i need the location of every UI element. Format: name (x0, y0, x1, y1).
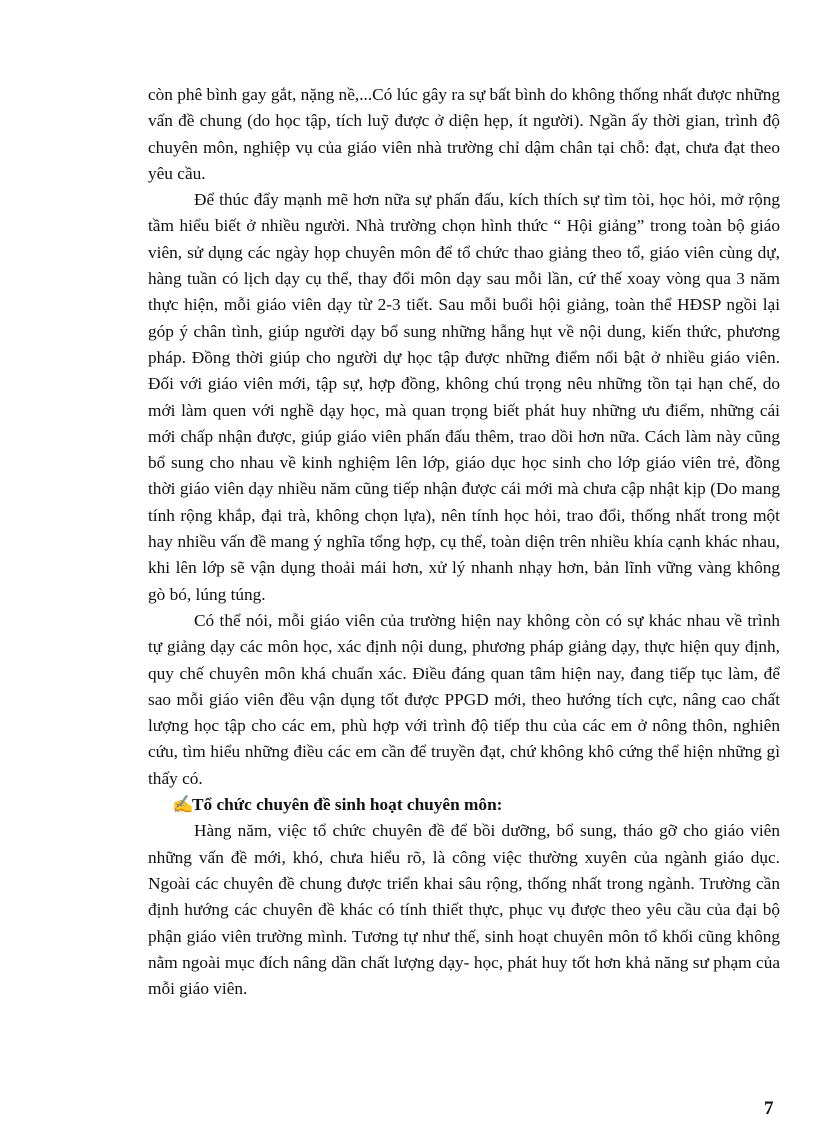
paragraph-continuation: còn phê bình gay gắt, nặng nề,...Có lúc gây ra sự bất bình do không thống nhất được những vấn đề chung (do học tập, tích luỹ được ở diện hẹp, ít người). Ngần ấy thời gian, trình độ chuyên môn, nghiệp vụ của giáo viên nhà trường chỉ dậm chân tại chỗ: đạt, chưa đạt theo yêu cầu. (148, 85, 780, 183)
section-heading (148, 792, 780, 818)
paragraph-teaching-methods: Có thể nói, mỗi giáo viên của trường hiện nay không còn có sự khác nhau về trình tự giảng dạy các môn học, xác định nội dung, phương pháp giảng dạy, thực hiện quy định, quy chế chuyên môn khá chuẩn xác. Điều đáng quan tâm hiện nay, đang tiếp tục làm, để sao mỗi giáo viên đều vận dụng tốt được PPGD mới, theo hướng tích cực, nâng cao chất lượng học tập cho các em, phù hợp với trình độ tiếp thu của các em ở nông thôn, nghiên cứu, tìm hiểu những điều các em cần để truyền đạt, chứ không khô cứng thể hiện những gì thấy có. (148, 610, 780, 788)
section-heading-text: Tổ chức chuyên đề sinh hoạt chuyên môn: (192, 795, 503, 815)
paragraph-section-body: Hàng năm, việc tổ chức chuyên đề để bồi dưỡng, bổ sung, tháo gỡ cho giáo viên những vấn đề mới, khó, chưa hiểu rõ, là công việc thường xuyên của ngành giáo dục. Ngoài các chuyên đề chung được triển khai sâu rộng, thống nhất trong ngành. Trường cần định hướng các chuyên đề khác có tính thiết thực, phục vụ được theo yêu cầu của đại bộ phận giáo viên trường mình. Tương tự như thế, sinh hoạt chuyên môn tổ khối cũng không nằm ngoài mục đích nâng dần chất lượng dạy- học, phát huy tốt hơn khả năng sư phạm của mỗi giáo viên. (148, 821, 780, 999)
document-page (148, 82, 780, 1002)
page-number: 7 (764, 1098, 774, 1119)
writing-hand-icon: ✍ (172, 795, 194, 815)
paragraph-hoi-giang: Để thúc đẩy mạnh mẽ hơn nữa sự phấn đấu, kích thích sự tìm tòi, học hỏi, mở rộng tầm hiểu biết ở nhiều người. Nhà trường chọn hình thức “ Hội giảng” trong toàn bộ giáo viên, sử dụng các ngày họp chuyên môn để tổ chức thao giảng theo tổ, giáo viên cùng dự, hàng tuần có lịch dạy cụ thể, thay đổi môn dạy sau mỗi lần, cứ thế xoay vòng qua 3 năm thực hiện, mỗi giáo viên dạy từ 2-3 tiết. Sau mỗi buổi hội giảng, toàn thể HĐSP ngồi lại góp ý chân tình, giúp người dạy bổ sung những hẫng hụt về nội dung, kiến thức, phương pháp. Đồng thời giúp cho người dự học tập được những điểm nổi bật ở nhiều giáo viên. Đối với giáo viên mới, tập sự, hợp đồng, không chú trọng nêu những tồn tại hạn chế, do mới làm quen với nghề dạy học, mà quan trọng biết phát huy những ưu điểm, những cái mới chấp nhận được, giúp giáo viên phấn đấu thêm, trao dồi hơn nữa. Cách làm này cũng bổ sung cho nhau về kinh nghiệm lên lớp, giáo dục học sinh cho lớp giáo viên trẻ, đồng thời giáo viên dạy nhiều năm cũng tiếp nhận được cái mới mà chưa cập nhật kịp (Do mang tính rộng khắp, đại trà, không chọn lựa), nên tính học hỏi, trao đổi, thống nhất trong một hay nhiều vấn đề mang ý nghĩa tổng hợp, cụ thể, toàn diện trên nhiều khía cạnh khác nhau, khi lên lớp sẽ vận dụng thoải mái hơn, xử lý nhanh nhạy hơn, bản lĩnh vững vàng không gò bó, lúng túng. (148, 190, 780, 604)
